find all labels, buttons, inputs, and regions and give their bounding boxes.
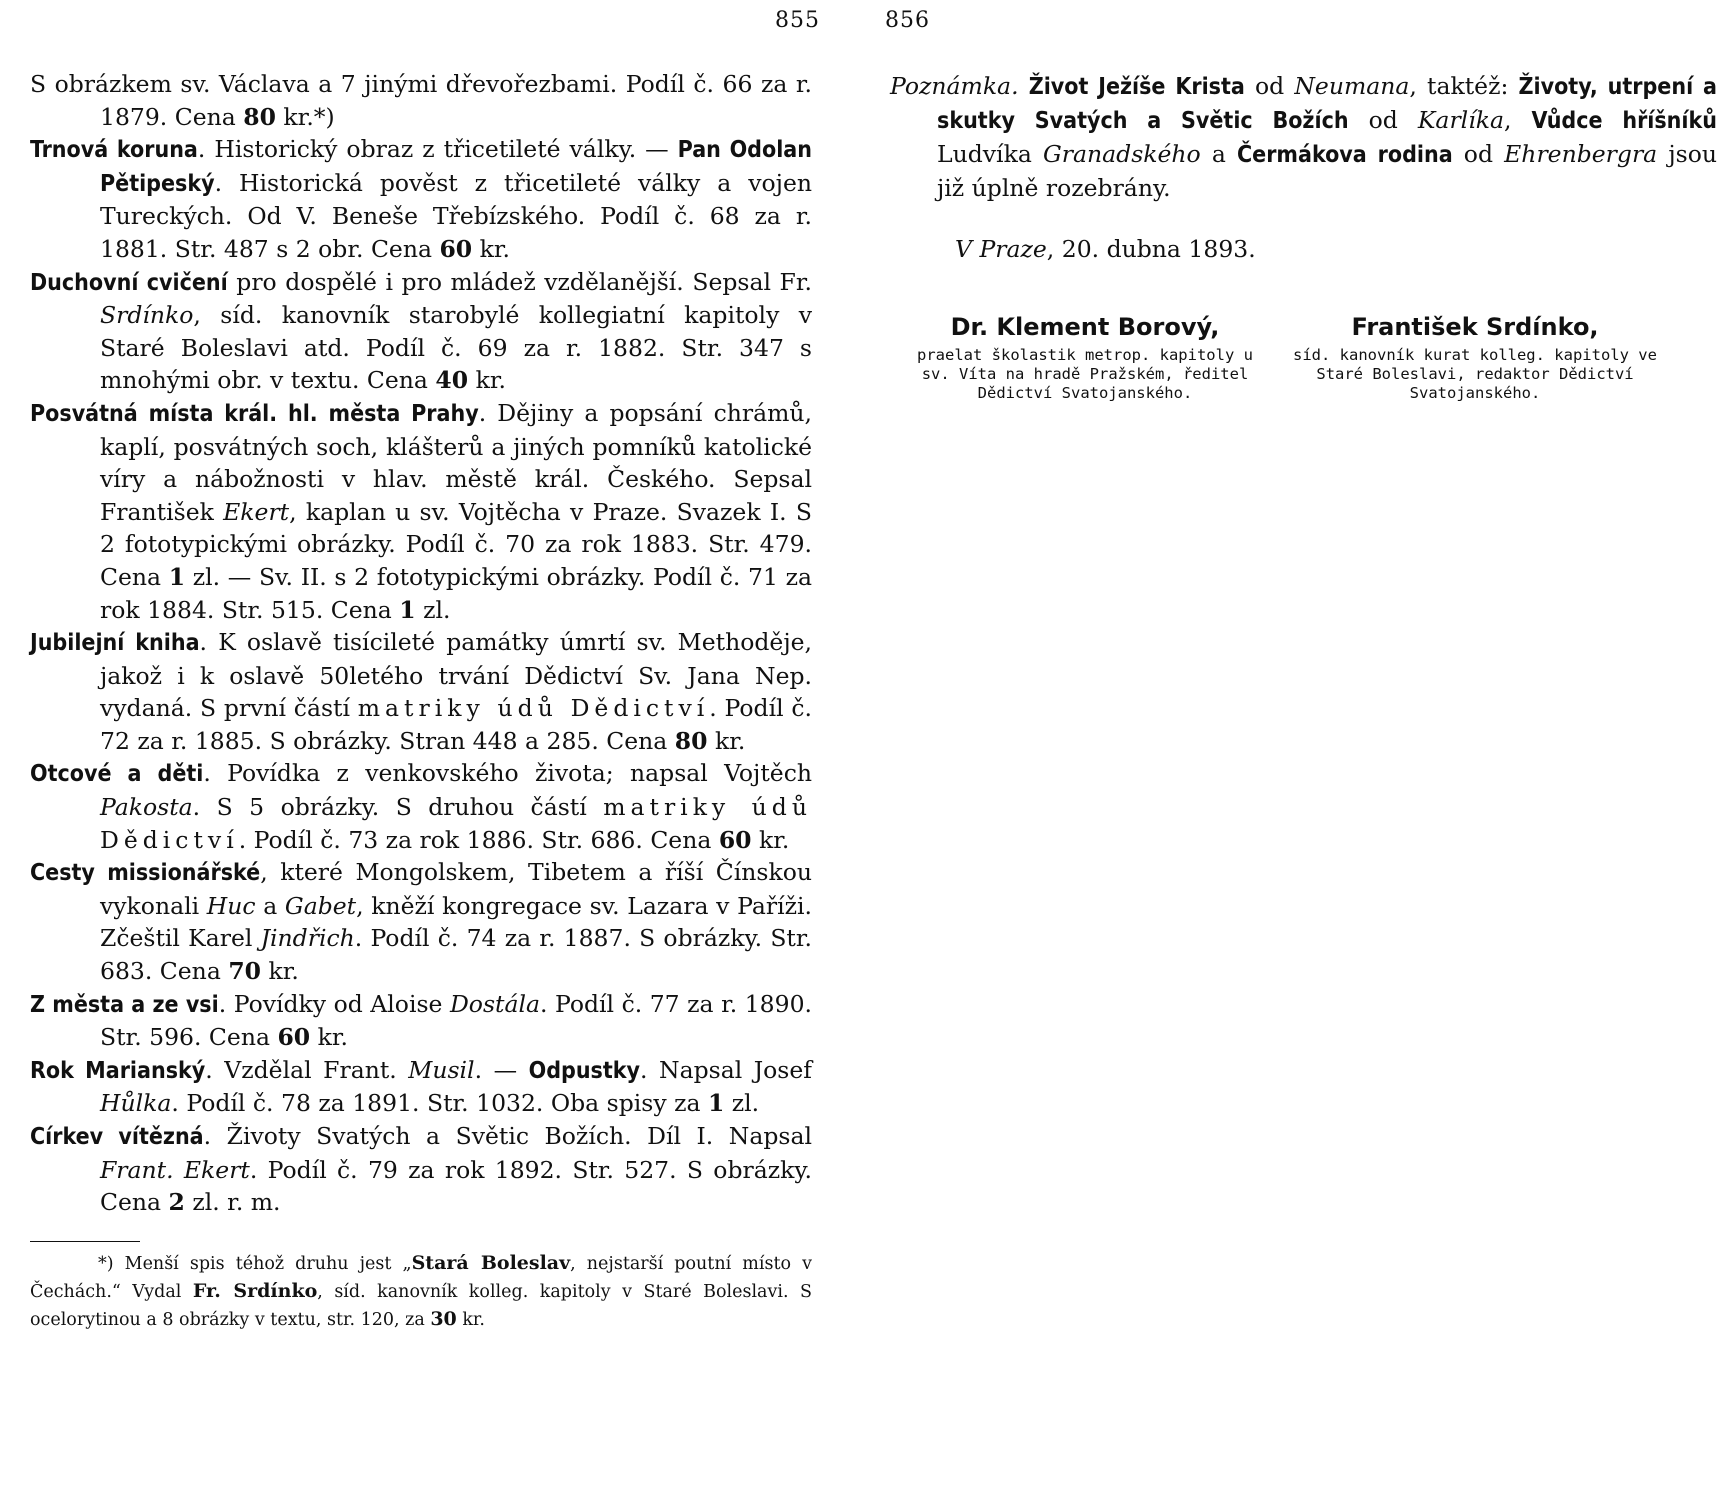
text-run: a bbox=[1200, 140, 1237, 168]
text-run: . Historická pověst z třicetileté války a vojen Tureckých. Od V. Beneše Třebízského. Podíl č. 68 za r. 1881. Str. 487 s 2 obr. Cena bbox=[100, 168, 812, 263]
text-run: zl. bbox=[415, 595, 451, 624]
publication-entry bbox=[30, 1054, 812, 1120]
author-name: Dostála bbox=[449, 989, 540, 1018]
author-name: Jindřich bbox=[260, 924, 355, 953]
dateline bbox=[955, 235, 1256, 263]
author-name: Pakosta bbox=[100, 793, 193, 822]
text-run: . Historický obraz z třicetileté války. — bbox=[197, 135, 678, 164]
author-name: Srdínko bbox=[100, 301, 194, 330]
text-run: kr. bbox=[472, 234, 510, 263]
bold-text: 30 bbox=[430, 1307, 457, 1330]
entries bbox=[30, 68, 812, 1219]
text-run: . Dějiny a popsání chrámů, kaplí, posvátných soch, klášterů a jiných pomníků katolické víry a nábožnosti v hlav. městě král. Českého. Sepsal František bbox=[100, 398, 812, 526]
price: 1 bbox=[168, 562, 186, 591]
text-run: , které Mongolskem, Tibetem a říší Čínskou vykonali bbox=[100, 858, 812, 920]
text-run: . Povídka z venkovského života; napsal Vojtěch bbox=[203, 759, 812, 788]
text-run: kr. bbox=[310, 1023, 348, 1052]
text-run: kr. bbox=[468, 366, 506, 395]
price: 80 bbox=[674, 726, 708, 755]
author-name: Frant. Ekert bbox=[100, 1155, 250, 1184]
price: 1 bbox=[399, 595, 416, 624]
text-run: kr. bbox=[751, 825, 790, 854]
date-text: , 20. dubna 1893. bbox=[1046, 235, 1256, 263]
spaced-text: matriky údů Dědictví bbox=[100, 793, 812, 854]
publication-entry bbox=[30, 397, 812, 626]
author-name: Ekert bbox=[223, 497, 290, 526]
text-run: kr. bbox=[261, 957, 299, 986]
author-name: Gabet bbox=[284, 891, 357, 920]
text-run: od bbox=[1452, 140, 1505, 168]
signature-name: Dr. Klement Borový, bbox=[950, 313, 1220, 341]
signature-name: František Srdínko, bbox=[1351, 313, 1599, 341]
publication-entry bbox=[30, 68, 812, 133]
publication-entry bbox=[30, 757, 812, 856]
price: 70 bbox=[228, 957, 262, 986]
publication-entry bbox=[30, 133, 812, 265]
text-run: . Povídky od Aloise bbox=[218, 989, 450, 1018]
page-number: 856 bbox=[885, 8, 930, 33]
text-run: . S 5 obrázky. S druhou částí bbox=[192, 793, 604, 822]
text-run: od bbox=[1348, 106, 1418, 134]
author-name: Granadského bbox=[1042, 140, 1201, 168]
publication-entry bbox=[30, 266, 812, 397]
footnote-rule bbox=[30, 1241, 140, 1242]
book-title: Jubilejní kniha bbox=[30, 630, 200, 657]
text-run: . Podíl č. 77 za r. 1890. Str. 596. Cena bbox=[100, 989, 812, 1052]
signature-description: praelat školastik metrop. kapitoly u sv. Víta na hradě Pražském, ředitel Dědictví Svatojanského. bbox=[917, 346, 1253, 402]
book-title: Církev vítězná bbox=[30, 1124, 204, 1150]
author-name: Huc bbox=[206, 891, 256, 920]
price: 80 bbox=[243, 102, 276, 131]
text-run: od bbox=[1244, 72, 1295, 100]
text-run: zl. bbox=[724, 1089, 760, 1118]
publication-entry bbox=[30, 988, 812, 1054]
right-page bbox=[845, 0, 1717, 1500]
publication-entry bbox=[30, 856, 812, 987]
author-name: Karlíka bbox=[1417, 106, 1504, 134]
text-run: kr. bbox=[707, 726, 746, 755]
footnote bbox=[30, 1250, 812, 1334]
price: 60 bbox=[718, 825, 752, 854]
page-number: 855 bbox=[775, 8, 820, 33]
text-run: S obrázkem sv. Václava a 7 jinými dřevořezbami. Podíl č. 66 za r. 1879. Cena bbox=[30, 70, 812, 131]
book-title: Život Ježíše Krista bbox=[1028, 74, 1245, 100]
spaced-text: matriky údů Dědictví bbox=[357, 694, 710, 723]
text-run: *) Menší spis téhož druhu jest „ bbox=[98, 1253, 412, 1274]
text-run: , síd. kanovník starobylé kollegiatní kapitoly v Staré Boleslavi atd. Podíl č. 69 za r. 1882. Str. 347 s mnohými obr. v textu. Cena bbox=[100, 301, 812, 395]
book-title: Pan Odolan Pětipeský bbox=[100, 137, 812, 197]
publication-entry bbox=[30, 626, 812, 757]
author-name: Neumana bbox=[1294, 72, 1410, 100]
signature-borovy bbox=[905, 310, 1265, 403]
book-title: Odpustky bbox=[528, 1057, 641, 1084]
text-run: , bbox=[1503, 106, 1532, 134]
price: 1 bbox=[707, 1089, 725, 1118]
date-place: V Praze bbox=[955, 235, 1047, 263]
left-page bbox=[0, 0, 845, 1500]
price: 40 bbox=[435, 366, 469, 395]
price: 2 bbox=[168, 1188, 185, 1217]
book-title: Rok Marianský bbox=[30, 1057, 206, 1084]
text-run: a bbox=[255, 891, 285, 920]
text-run: . Podíl č. 79 za rok 1892. Str. 527. S obrázky. Cena bbox=[100, 1155, 812, 1217]
price: 60 bbox=[439, 234, 473, 263]
text-run: . — bbox=[474, 1055, 529, 1084]
book-title: Cesty missionářské bbox=[30, 860, 261, 887]
text-run: , taktéž: bbox=[1409, 72, 1519, 100]
book-title: Čermákova rodina bbox=[1237, 142, 1453, 168]
text-run: , kaplan u sv. Vojtěcha v Praze. Svazek I. S 2 fototypickými obrázky. Podíl č. 70 za rok 1883. Str. 479. Cena bbox=[100, 497, 812, 591]
text-run: kr. bbox=[456, 1309, 485, 1330]
book-title: Trnová koruna bbox=[30, 137, 198, 164]
text-run: . Podíl č. 74 za r. 1887. S obrázky. Str. 683. Cena bbox=[100, 924, 812, 986]
text-run: . Podíl č. 72 za r. 1885. S obrázky. Stran 448 a 285. Cena bbox=[100, 694, 812, 755]
text-run: . Podíl č. 73 za rok 1886. Str. 686. Cena bbox=[238, 825, 719, 854]
text-run: zl. r. m. bbox=[184, 1188, 281, 1217]
book-title: Duchovní cvičení bbox=[30, 269, 228, 296]
text-run: zl. — Sv. II. s 2 fototypickými obrázky. Podíl č. 71 za rok 1884. Str. 515. Cena bbox=[100, 562, 812, 624]
text-run: kr.*) bbox=[275, 102, 335, 131]
text-run: pro dospělé i pro mládež vzdělanější. Sepsal Fr. bbox=[227, 267, 812, 296]
book-title: Z města a ze vsi bbox=[30, 991, 219, 1018]
publication-list bbox=[30, 68, 812, 1334]
text-run: . Napsal Josef bbox=[640, 1055, 812, 1084]
text-run: Ludvíka bbox=[937, 140, 1043, 168]
note-label: Poznámka. bbox=[890, 72, 1029, 100]
signature-description: síd. kanovník kurat kolleg. kapitoly ve Staré Boleslavi, redaktor Dědictví Svatojanského. bbox=[1293, 346, 1657, 402]
text-run: . Podíl č. 78 za 1891. Str. 1032. Oba spisy za bbox=[171, 1089, 708, 1118]
text-run: , nejstarší poutní místo v Čechách.“ Vydal bbox=[30, 1253, 812, 1302]
book-title: Vůdce hříšníků bbox=[1531, 108, 1717, 134]
text-run: jsou již úplně rozebrány. bbox=[937, 140, 1717, 202]
author-name: Ehrenbergra bbox=[1504, 140, 1658, 168]
text-run: , kněží kongregace sv. Lazara v Paříži. Zčeštil Karel bbox=[100, 891, 812, 953]
publication-entry bbox=[30, 1120, 812, 1219]
note-paragraph bbox=[890, 70, 1717, 205]
book-title: Životy, utrpení a skutky Svatých a Světic Božích bbox=[937, 74, 1717, 134]
price: 60 bbox=[277, 1023, 311, 1052]
author-name: Musil bbox=[408, 1055, 475, 1084]
author-name: Hůlka bbox=[100, 1089, 172, 1118]
bold-text: Stará Boleslav bbox=[411, 1251, 571, 1274]
text-run: . K oslavě tisícileté památky úmrtí sv. Methoděje, jakož i k oslavě 50letého trvání Dědictví Sv. Jana Nep. vydaná. S první částí bbox=[100, 628, 812, 723]
signature-srdinko bbox=[1285, 310, 1665, 403]
text-run: . Životy Svatých a Světic Božích. Díl I. Napsal bbox=[203, 1122, 812, 1150]
bold-text: Fr. Srdínko bbox=[192, 1279, 318, 1302]
book-title: Posvátná místa král. hl. města Prahy bbox=[30, 400, 479, 427]
text-run: . Vzdělal Frant. bbox=[205, 1055, 409, 1084]
book-title: Otcové a děti bbox=[30, 761, 204, 788]
text-run: , síd. kanovník kolleg. kapitoly v Staré Boleslavi. S ocelorytinou a 8 obrázky v textu, str. 120, za bbox=[30, 1281, 812, 1330]
